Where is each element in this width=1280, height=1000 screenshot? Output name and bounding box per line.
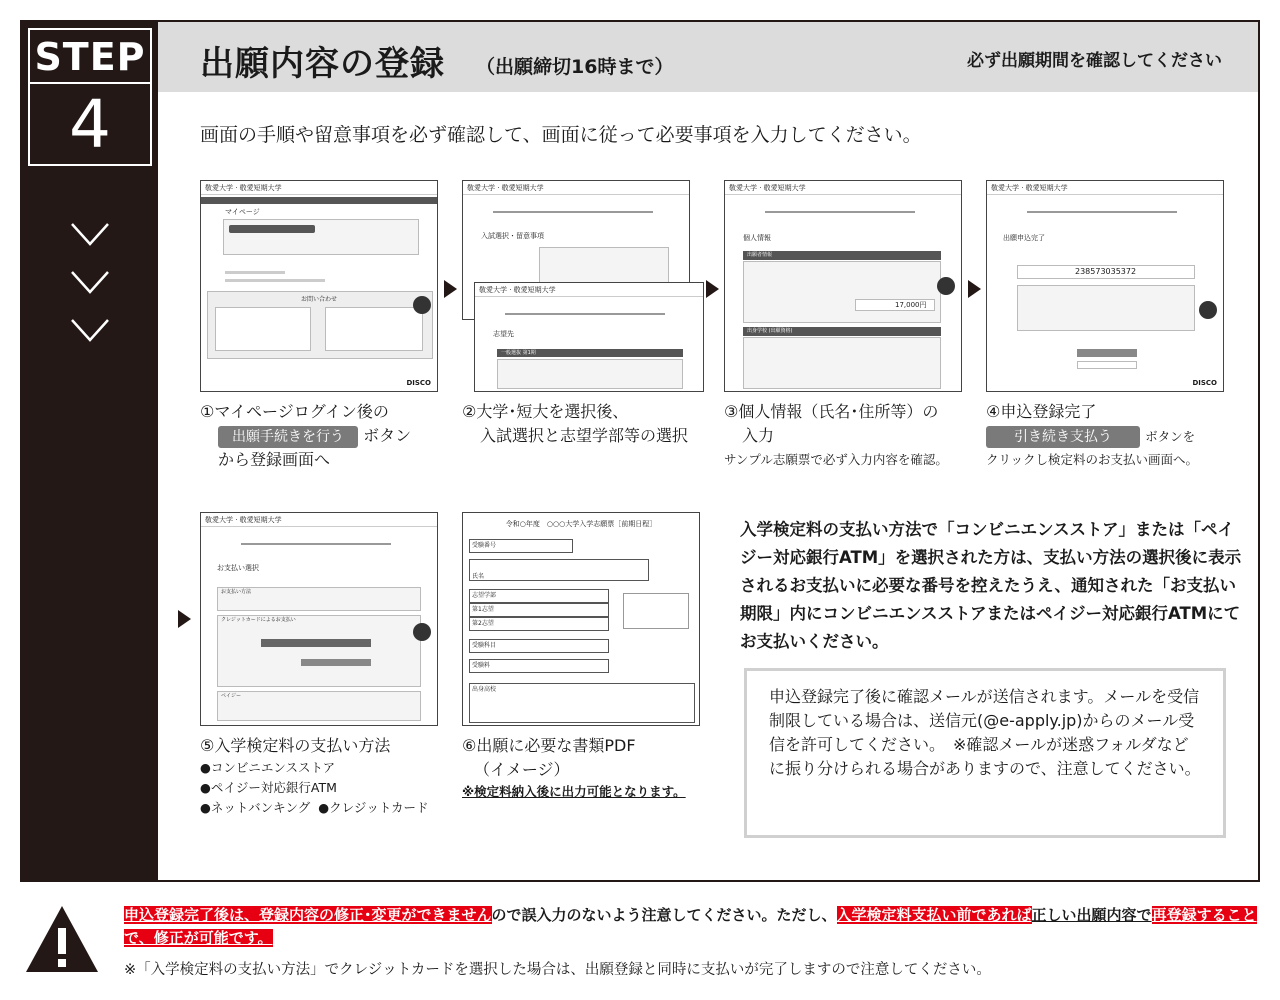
chevron-down-icon — [70, 262, 110, 302]
caption-text: 入力 — [742, 426, 775, 445]
card-payment-label: クレジットカードによるお支払い — [221, 617, 296, 623]
mypage-label: マイページ — [225, 208, 260, 216]
arrow-right-icon — [706, 280, 719, 298]
caption-text: から登録画面へ — [218, 450, 331, 469]
application-number: 238573035372 — [1075, 267, 1137, 276]
caption-step6 — [462, 734, 722, 802]
warning-body: ので誤入力のないよう注意してください。ただし、 — [491, 906, 837, 924]
section-title: 入試選択・留意事項 — [481, 232, 544, 240]
caption-note: ※検定料納入後に出力可能となります。 — [462, 784, 686, 799]
payment-option: ●ネットバンキング — [200, 800, 311, 815]
caption-text: ①マイページログイン後の — [200, 402, 389, 421]
caption-text: ④申込登録完了 — [986, 402, 1097, 421]
arrow-right-icon — [444, 280, 457, 298]
arrow-right-icon — [178, 610, 191, 628]
warning-text — [124, 904, 1264, 950]
application-form-pdf — [462, 512, 700, 726]
payment-option: ●ペイジー対応銀行ATM — [200, 780, 337, 795]
caption-step5 — [200, 734, 460, 818]
caption-text: 入試選択と志望学部等の選択 — [480, 426, 689, 445]
caption-note: サンプル志願票で必ず入力内容を確認。 — [724, 452, 948, 467]
caption-text: ③個人情報（氏名･住所等）の — [724, 402, 939, 421]
caption-text: ②大学･短大を選択後、 — [462, 402, 629, 421]
form-heading: 令和○年度 ○○○大学入学志願票［前期日程］ — [505, 520, 657, 528]
form-field: 出身高校 — [469, 683, 695, 723]
screen-header: 敬愛大学 · 敬愛短期大学 — [725, 181, 961, 195]
caption-text: ボタン — [363, 426, 412, 445]
warning-subnote: ※「入学検定料の支払い方法」でクレジットカードを選択した場合は、出願登録と同時に支払いが完了しますので注意してください。 — [124, 962, 991, 978]
arrow-right-icon — [968, 280, 981, 298]
section-title: お支払い選択 — [217, 564, 259, 572]
warning-body: 正しい出願内容で — [1031, 906, 1152, 924]
exam-name: 一般選抜 第1期 — [501, 350, 536, 356]
deadline-note: （出願締切16時まで） — [476, 56, 674, 78]
step-number: 4 — [69, 86, 111, 163]
disco-logo: DISCO — [406, 379, 431, 387]
sidebar — [22, 22, 158, 880]
caption-step1 — [200, 400, 460, 472]
screen-header: 敬愛大学 · 敬愛短期大学 — [463, 181, 689, 195]
chevron-down-icon — [70, 214, 110, 254]
form-field: 第1志望 — [469, 603, 609, 617]
screen-header: 敬愛大学 · 敬愛短期大学 — [201, 513, 437, 527]
section-title: 志望先 — [493, 330, 514, 338]
caption-step3 — [724, 400, 984, 470]
screenshot-personal-info — [724, 180, 962, 392]
payment-option: ●コンビニエンスストア — [200, 760, 336, 775]
screenshot-mypage — [200, 180, 438, 392]
form-field: 志望学部 — [469, 589, 609, 603]
email-notice: 申込登録完了後に確認メールが送信されます。メールを受信制限している場合は、送信元(@e-apply.jp)からのメール受信を許可してください。 ※確認メールが迷惑フォルダなどに振り分けられる場合がありますので、注意してください。 — [744, 668, 1226, 838]
screenshot-payment — [200, 512, 438, 726]
intro-text: 画面の手順や留意事項を必ず確認して、画面に従って必要事項を入力してください。 — [200, 124, 922, 146]
caption-text: ボタンを — [1145, 429, 1196, 444]
payment-instructions: 入学検定料の支払い方法で「コンビニエンスストア」または「ペイジー対応銀行ATM」を選択された方は、支払い方法の選択後に表示されるお支払いに必要な番号を控えたうえ、通知された「お支払い期限」内にコンビニエンスストアまたはペイジー対応銀行ATMにてお支払いください。 — [740, 520, 1242, 651]
screen-header: 敬愛大学 · 敬愛短期大学 — [987, 181, 1223, 195]
form-field: 第2志望 — [469, 617, 609, 631]
apply-procedure-button[interactable]: 出願手続きを行う — [218, 426, 358, 448]
warning-highlight: 申込登録完了後は、登録内容の修正･変更ができません — [124, 906, 492, 924]
caption-step2 — [462, 400, 722, 448]
screenshot-department-select — [474, 282, 704, 392]
chevron-down-icon — [70, 310, 110, 350]
form-field: 受験科目 — [469, 639, 609, 653]
payment-method-label: お支払い方法 — [221, 589, 252, 595]
step-badge — [28, 28, 152, 166]
screen-header: 敬愛大学 · 敬愛短期大学 — [475, 283, 703, 297]
form-field: 受験料 — [469, 659, 609, 673]
section-title: 出願申込完了 — [1003, 234, 1045, 242]
continue-payment-button[interactable]: 引き続き支払う — [986, 426, 1140, 448]
form-field: 受験番号 — [469, 539, 573, 553]
caption-text: ⑤入学検定料の支払い方法 — [200, 736, 391, 755]
fee-amount: 17,000円 — [895, 301, 927, 309]
payeasy-label: ペイジー — [221, 693, 242, 699]
school-heading: 出身学校 (出願資格) — [747, 328, 793, 334]
applicant-info-heading: 出願者情報 — [747, 252, 773, 258]
caption-text: ⑥出願に必要な書類PDF — [462, 736, 636, 755]
contact-label: お問い合わせ — [301, 296, 338, 303]
warning-icon — [24, 904, 100, 974]
step-panel — [20, 20, 1260, 882]
screenshot-complete — [986, 180, 1224, 392]
caption-note: クリックし検定料のお支払い画面へ。 — [986, 452, 1199, 467]
period-note: 必ず出願期間を確認してください — [967, 51, 1222, 71]
disco-logo: DISCO — [1192, 379, 1217, 387]
header — [158, 22, 1258, 92]
caption-step4 — [986, 400, 1236, 470]
payment-option: ●クレジットカード — [318, 800, 429, 815]
caption-text: （イメージ） — [474, 760, 570, 779]
screen-header: 敬愛大学 · 敬愛短期大学 — [201, 181, 437, 195]
page-title: 出願内容の登録 — [200, 44, 445, 84]
section-title: 個人情報 — [743, 234, 771, 242]
step-label: STEP — [30, 30, 150, 84]
warning-highlight: 入学検定料支払い前であれば — [836, 906, 1032, 924]
warning-highlight: 再登録することで、修正が可能です。 — [124, 906, 1257, 947]
form-field: 氏名 — [469, 559, 649, 581]
